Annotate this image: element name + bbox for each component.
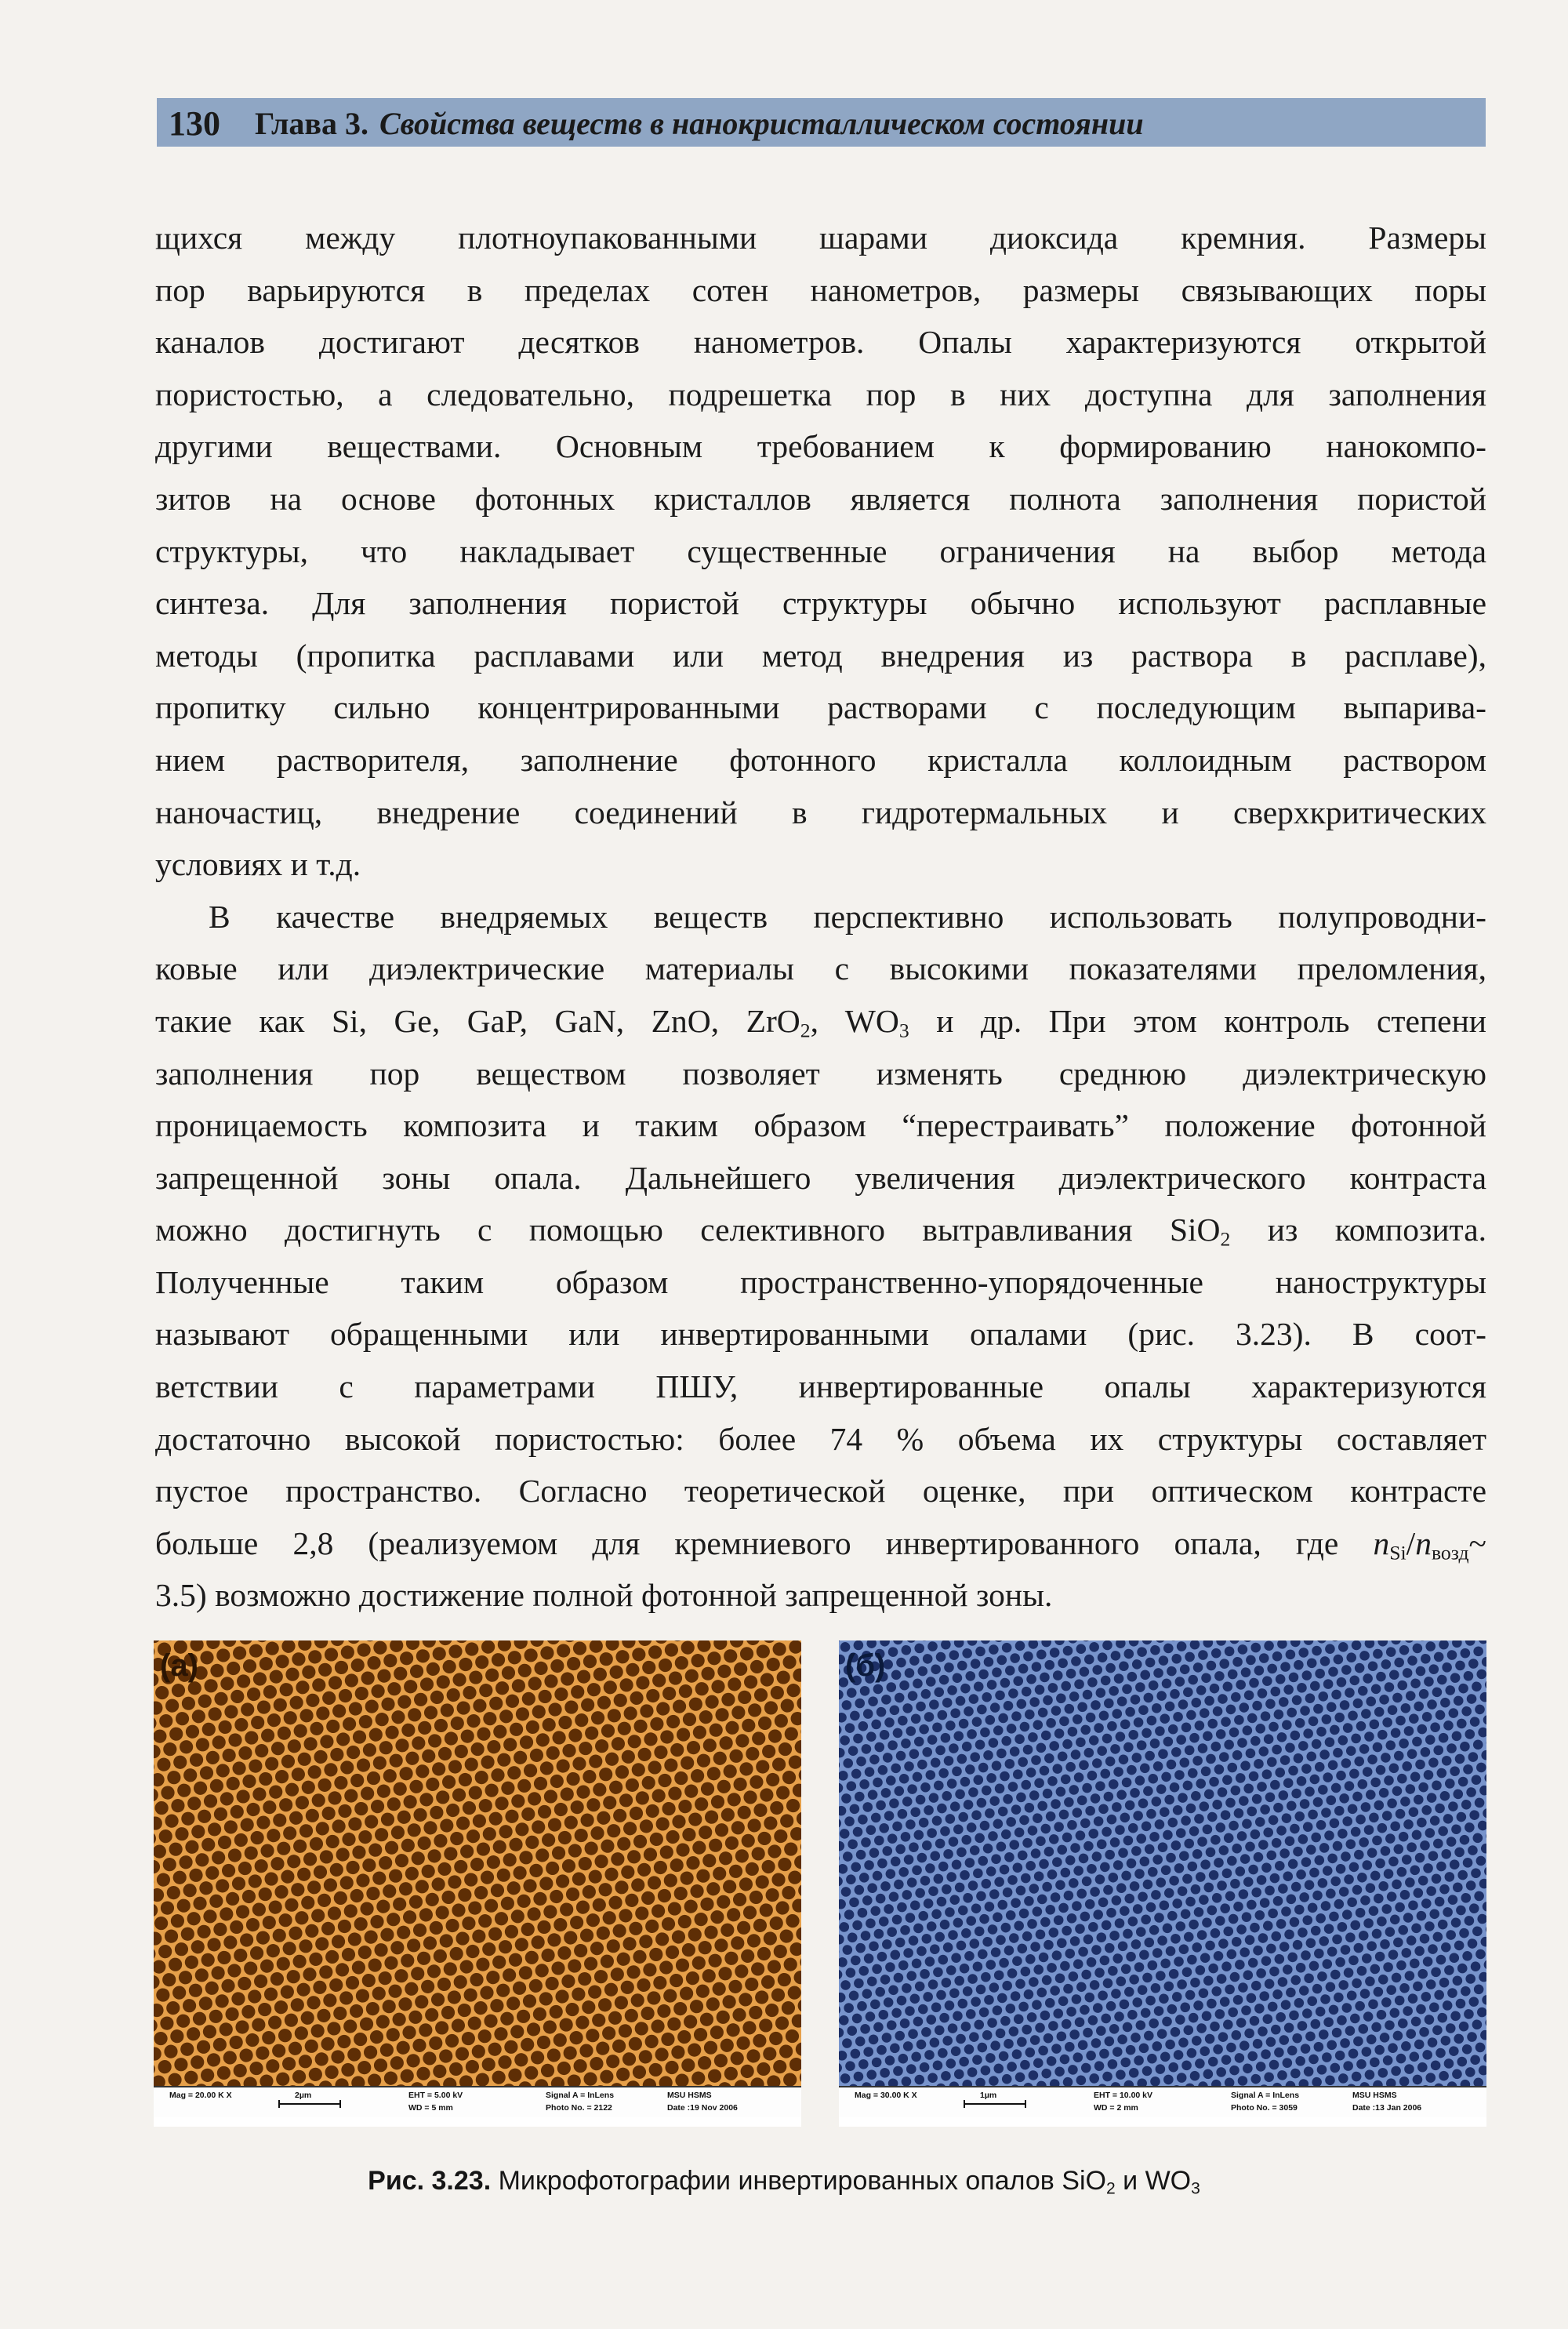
text-line: пропитку сильно концентрированными растворами с последующим выпарива-: [155, 689, 1486, 726]
sem-image-a: [154, 1640, 801, 2087]
sem-scale-bar: [279, 2103, 340, 2105]
text-line: заполнения пор веществом позволяет изменять среднюю диэлектрическую: [155, 1055, 1486, 1092]
sem-info-bar-b: [839, 2086, 1486, 2117]
text-line: пор варьируются в пределах сотен нанометров, размеры связывающих поры: [155, 271, 1486, 308]
text-line: В качестве внедряемых веществ перспективно использовать полупроводни-: [209, 898, 1486, 935]
sem-date: Date :19 Nov 2006: [667, 2103, 738, 2113]
text-line: [155, 995, 1486, 1048]
body-text: [155, 212, 1486, 1622]
figure-label-b: (б): [845, 1648, 886, 1683]
variable-n: n: [1373, 1524, 1390, 1561]
text-run: из композита.: [1230, 1212, 1486, 1248]
sem-scale-label: 1µm: [980, 2091, 997, 2100]
text-line: ветствии с параметрами ПШУ, инвертированные опалы характеризуются: [155, 1368, 1486, 1405]
text-line: синтеза. Для заполнения пористой структуры обычно используют расплавные: [155, 585, 1486, 622]
text-line: называют обращенными или инвертированными опалами (рис. 3.23). В соот-: [155, 1316, 1486, 1353]
figure-a-micrograph: [154, 1640, 801, 2127]
sem-magnification: Mag = 20.00 K X: [169, 2091, 232, 2100]
subscript: 2: [800, 1019, 811, 1042]
subscript: Si: [1389, 1541, 1406, 1564]
figure-caption: [0, 2166, 1568, 2196]
running-header: [169, 100, 1486, 146]
sem-wd: WD = 5 mm: [408, 2103, 453, 2113]
sem-info-bar-a: [154, 2086, 801, 2117]
text-line: пустое пространство. Согласно теоретической оценке, при оптическом контрасте: [155, 1473, 1486, 1510]
text-line: пористостью, а следовательно, подрешетка пор в них доступна для заполнения: [155, 376, 1486, 412]
subscript: 3: [1191, 2179, 1200, 2198]
sem-photo-no: Photo No. = 3059: [1231, 2103, 1298, 2113]
sem-signal: Signal A = InLens: [1231, 2091, 1300, 2100]
text-line: достаточно высокой пористостью: более 74 % объема их структуры составляет: [155, 1420, 1486, 1457]
text-line: [155, 1204, 1486, 1256]
sem-date: Date :13 Jan 2006: [1352, 2103, 1422, 2113]
text-line: условиях и т.д.: [155, 846, 361, 883]
subscript: возд: [1431, 1541, 1469, 1564]
sem-instrument: MSU HSMS: [667, 2091, 712, 2100]
text-run: больше 2,8 (реализуемом для кремниевого инвертированного опала, где: [155, 1524, 1374, 1561]
sem-wd: WD = 2 mm: [1094, 2103, 1138, 2113]
text-line: ковые или диэлектрические материалы с высокими показателями преломления,: [155, 950, 1486, 987]
text-line: 3.5) возможно достижение полной фотонной запрещенной зоны.: [155, 1577, 1053, 1614]
sem-eht: EHT = 5.00 kV: [408, 2091, 463, 2100]
sem-magnification: Mag = 30.00 K X: [855, 2091, 917, 2100]
text-line: [155, 1517, 1486, 1570]
sem-signal: Signal A = InLens: [546, 2091, 615, 2100]
chapter-title: Свойства веществ в нанокристаллическом состоянии: [379, 105, 1144, 141]
text-line: Полученные таким образом пространственно-упорядоченные наноструктуры: [155, 1263, 1486, 1300]
text-line: проницаемость композита и таким образом “перестраивать” положение фотонной: [155, 1107, 1486, 1144]
text-line: структуры, что накладывает существенные ограничения на выбор метода: [155, 532, 1486, 569]
subscript: 2: [1105, 2179, 1116, 2198]
text-line: запрещенной зоны опала. Дальнейшего увеличения диэлектрического контраста: [155, 1159, 1486, 1196]
caption-text: и WO: [1115, 2166, 1192, 2196]
caption-text: Микрофотографии инвертированных опалов SiO: [491, 2166, 1106, 2196]
subscript: 3: [898, 1019, 909, 1042]
sem-image-b: [839, 1640, 1486, 2087]
subscript: 2: [1220, 1227, 1231, 1251]
text-line: другими веществами. Основным требованием к формированию нанокомпо-: [155, 428, 1486, 465]
text-line: наночастиц, внедрение соединений в гидротермальных и сверхкритических: [155, 794, 1486, 830]
sem-instrument: MSU HSMS: [1352, 2091, 1397, 2100]
sem-photo-no: Photo No. = 2122: [546, 2103, 612, 2113]
text-line: методы (пропитка расплавами или метод внедрения из раствора в расплаве),: [155, 637, 1486, 674]
text-line: нием растворителя, заполнение фотонного кристалла коллоидным раствором: [155, 741, 1486, 778]
text-line: зитов на основе фотонных кристаллов является полнота заполнения пористой: [155, 480, 1486, 517]
text-line: щихся между плотноупакованными шарами диоксида кремния. Размеры: [155, 220, 1486, 256]
tilde: ~: [1468, 1524, 1486, 1561]
variable-n: n: [1415, 1524, 1432, 1561]
slash: /: [1406, 1524, 1416, 1561]
page-number: 130: [169, 104, 220, 143]
sem-eht: EHT = 10.00 kV: [1094, 2091, 1153, 2100]
sem-scale-label: 2µm: [295, 2091, 312, 2100]
text-run: можно достигнуть с помощью селективного вытравливания SiO: [155, 1212, 1221, 1248]
text-run: такие как Si, Ge, GaP, GaN, ZnO, ZrO: [155, 1002, 800, 1039]
text-run: и др. При этом контроль степени: [909, 1002, 1486, 1039]
figure-b-micrograph: [839, 1640, 1486, 2127]
text-line: каналов достигают десятков нанометров. Опалы характеризуются открытой: [155, 324, 1486, 361]
text-run: , WO: [810, 1002, 899, 1039]
chapter-label: Глава 3.: [255, 105, 368, 141]
sem-scale-bar: [964, 2103, 1025, 2105]
figure-label-a: (а): [160, 1648, 198, 1683]
caption-label: Рис. 3.23.: [368, 2166, 492, 2196]
